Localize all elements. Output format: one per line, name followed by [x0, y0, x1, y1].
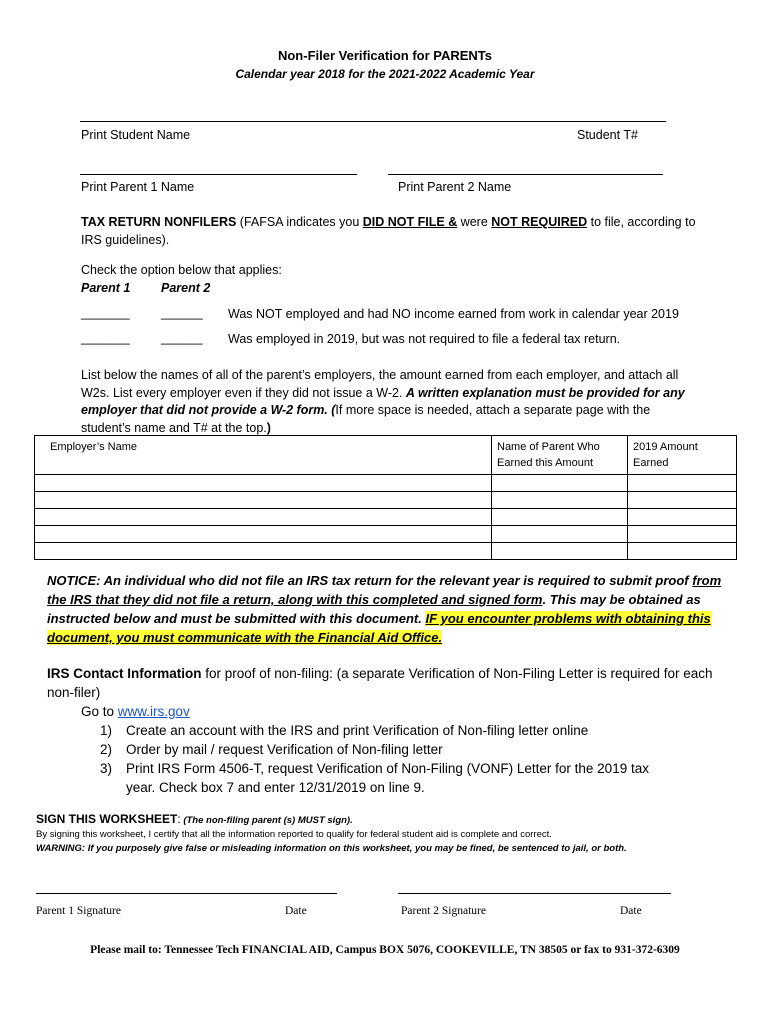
parent2-date-label: Date — [620, 905, 642, 917]
did-not-file-text: DID NOT FILE & — [362, 215, 458, 229]
parent1-name-label: Print Parent 1 Name — [81, 180, 195, 194]
irs-step-2: 2) Order by mail / request Verification of Non-filing letter — [100, 742, 443, 757]
irs-goto-text: Go to — [81, 704, 118, 719]
certify-text: By signing this worksheet, I certify that all the information reported to qualify for federal student aid is complete and correct. — [36, 829, 552, 840]
option2-parent1-blank[interactable]: _______ — [81, 331, 130, 345]
mail-instructions: Please mail to: Tennessee Tech FINANCIAL AID, Campus BOX 5076, COOKEVILLE, TN 38505 or fax to 931-372-6309 — [90, 944, 680, 956]
notice-part3: . This may be obtained as instructed below and must be submitted with this document. — [47, 592, 701, 626]
table-row[interactable] — [35, 492, 737, 509]
option1-text: Was NOT employed and had NO income earned from work in calendar year 2019 — [228, 307, 679, 321]
nonfilers-text-c: to file, according to IRS guidelines). — [81, 215, 696, 247]
parent2-name-label: Print Parent 2 Name — [398, 180, 512, 194]
page-title: Non-Filer Verification for PARENTs — [277, 48, 493, 63]
parent-cell[interactable] — [492, 526, 628, 543]
option2-parent2-blank[interactable]: ______ — [161, 331, 203, 345]
amount-header: 2019 Amount Earned — [628, 436, 737, 475]
employers-instr-b: A written explanation must be provided for any employer that did not provide a W-2 form. ( — [81, 385, 685, 417]
amount-cell[interactable] — [628, 526, 737, 543]
not-required-text: NOT REQUIRED — [491, 215, 588, 229]
notice-paragraph — [47, 571, 727, 647]
nonfilers-heading: TAX RETURN NONFILERS — [81, 215, 237, 229]
options-intro: Check the option below that applies: — [81, 263, 282, 277]
irs-contact-section — [47, 664, 727, 797]
nonfilers-text-b: were — [457, 215, 492, 229]
student-name-label: Print Student Name — [81, 128, 191, 142]
employer-table — [34, 435, 737, 560]
option1-parent2-blank[interactable]: ______ — [161, 306, 203, 320]
student-id-label: Student T# — [577, 128, 638, 142]
employer-cell[interactable] — [35, 492, 492, 509]
parent2-signature-label: Parent 2 Signature — [401, 905, 486, 917]
sign-note: (The non-filing parent (s) MUST sign). — [180, 815, 353, 826]
student-name-line[interactable] — [80, 121, 666, 122]
notice-highlight: IF you encounter problems with obtaining this document, you must communicate with the Financial Aid Office. — [47, 611, 711, 645]
parent-name-header: Name of Parent Who Earned this Amount — [492, 436, 628, 475]
parent-cell[interactable] — [492, 543, 628, 560]
employer-cell[interactable] — [35, 475, 492, 492]
irs-step-1: 1) Create an account with the IRS and print Verification of Non-filing letter online — [100, 723, 589, 738]
parent1-column-header: Parent 1 — [81, 281, 131, 295]
parent-cell[interactable] — [492, 475, 628, 492]
option1-parent1-blank[interactable]: _______ — [81, 306, 130, 320]
irs-step-3: 3) Print IRS Form 4506-T, request Verification of Non-Filing (VONF) Letter for the 2019 tax year. Check box 7 and enter 12/31/2019 on line 9. — [100, 761, 649, 795]
nonfilers-paragraph — [81, 214, 696, 249]
employers-instr-d: ) — [266, 420, 271, 435]
parent-cell[interactable] — [492, 509, 628, 526]
employers-instr-c: If more space is needed, attach a separate page with the student’s name and T# at the top. — [81, 403, 651, 435]
table-row[interactable] — [35, 526, 737, 543]
notice-part1: NOTICE: An individual who did not file an IRS tax return for the relevant year is required to submit proof — [47, 573, 693, 588]
amount-cell[interactable] — [628, 509, 737, 526]
employers-instructions — [81, 367, 693, 437]
employer-cell[interactable] — [35, 509, 492, 526]
parent-cell[interactable] — [492, 492, 628, 509]
irs-contact-intro — [47, 664, 727, 702]
amount-cell[interactable] — [628, 543, 737, 560]
employer-name-header: Employer’s Name — [35, 436, 492, 475]
parent2-name-line[interactable] — [388, 174, 663, 175]
table-row[interactable] — [35, 509, 737, 526]
page-subtitle: Calendar year 2018 for the 2021-2022 Academic Year — [235, 67, 535, 81]
parent1-date-label: Date — [285, 905, 307, 917]
employer-cell[interactable] — [35, 526, 492, 543]
warning-text: WARNING: If you purposely give false or misleading information on this worksheet, you may be fined, be sentenced to jail, or both. — [36, 843, 627, 854]
sign-heading: SIGN THIS WORKSHEET — [36, 812, 178, 826]
parent1-signature-label: Parent 1 Signature — [36, 905, 121, 917]
irs-contact-heading: IRS Contact Information — [47, 666, 202, 681]
nonfilers-text-a: (FAFSA indicates you — [236, 215, 363, 229]
table-row[interactable] — [35, 475, 737, 492]
parent2-column-header: Parent 2 — [161, 281, 211, 295]
employer-cell[interactable] — [35, 543, 492, 560]
parent2-signature-line[interactable] — [398, 893, 671, 894]
option2-text: Was employed in 2019, but was not required to file a federal tax return. — [228, 332, 621, 346]
parent1-name-line[interactable] — [80, 174, 357, 175]
employer-table-header — [35, 436, 737, 475]
irs-contact-text: for proof of non-filing: (a separate Verification of Non-Filing Letter is required for each non-filer) — [47, 666, 713, 700]
notice-part2: from the IRS that they did not file a return, along with this completed and signed form — [47, 573, 722, 607]
parent1-signature-line[interactable] — [36, 893, 337, 894]
amount-cell[interactable] — [628, 475, 737, 492]
amount-cell[interactable] — [628, 492, 737, 509]
irs-link[interactable]: www.irs.gov — [117, 704, 190, 719]
table-row[interactable] — [35, 543, 737, 560]
sign-heading-line: SIGN THIS WORKSHEET: (The non-filing parent (s) MUST sign). — [36, 812, 353, 826]
irs-goto-line — [47, 702, 727, 721]
employers-instr-a: List below the names of all of the parent’s employers, the amount earned from each employer, and attach all W2s. List every employer even if they did not issue a W-2. — [81, 368, 679, 400]
